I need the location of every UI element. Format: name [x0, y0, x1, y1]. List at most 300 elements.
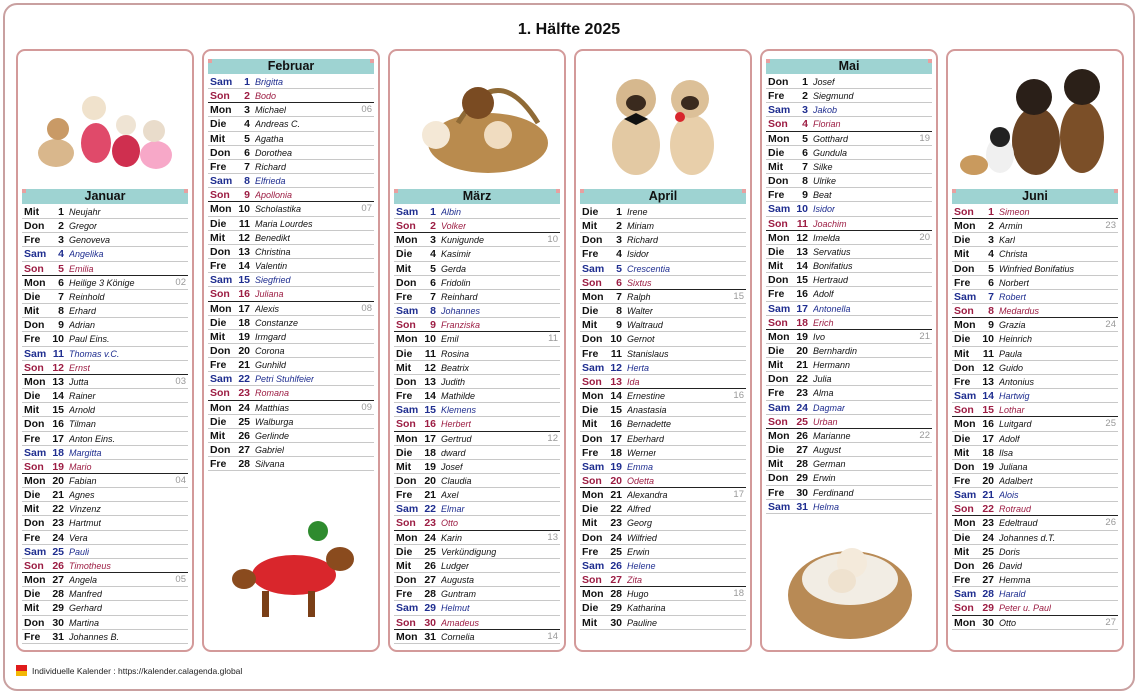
day-number: 15	[982, 404, 994, 417]
day-number: 15	[424, 404, 436, 417]
calendar-day-row	[208, 217, 374, 231]
weekday-label: Sam	[582, 262, 605, 275]
weekday-label: Son	[210, 189, 230, 202]
day-number: 2	[616, 220, 622, 233]
calendar-day-row	[22, 559, 188, 573]
day-number: 22	[796, 373, 808, 386]
weekday-label: Don	[396, 474, 417, 487]
day-number: 5	[988, 262, 994, 275]
name-day: Erhard	[69, 306, 97, 317]
weekday-label: Mon	[396, 630, 418, 643]
calendar-day-row	[952, 219, 1118, 233]
calendar-day-row	[952, 587, 1118, 601]
name-day: Gregor	[69, 221, 98, 232]
calendar-day-row	[952, 205, 1118, 219]
day-number: 23	[796, 387, 808, 400]
weekday-label: Son	[582, 375, 602, 388]
day-number: 18	[52, 446, 64, 459]
name-day: Antonius	[999, 376, 1035, 387]
week-number: 17	[733, 489, 744, 501]
day-number: 2	[988, 220, 994, 233]
name-day: Reinhold	[69, 291, 105, 302]
day-number: 8	[430, 305, 436, 318]
calendar-day-row	[394, 290, 560, 304]
day-number: 22	[982, 503, 994, 516]
name-day: Anton Eins.	[69, 433, 116, 444]
day-number: 24	[52, 531, 64, 544]
calendar-day-row	[952, 616, 1118, 630]
calendar-day-row	[766, 202, 932, 216]
name-day: Gernot	[627, 334, 655, 345]
weekday-label: Mon	[24, 574, 46, 587]
day-number: 28	[982, 588, 994, 601]
calendar-day-row	[394, 219, 560, 233]
calendar-day-row	[580, 545, 746, 559]
weekday-label: Die	[582, 404, 599, 417]
calendar-day-row	[766, 75, 932, 89]
calendar-day-row	[394, 304, 560, 318]
month-header: Februar	[208, 59, 374, 74]
calendar-day-row	[394, 403, 560, 417]
week-number: 12	[547, 432, 558, 444]
weekday-label: Fre	[210, 359, 227, 372]
name-day: Silke	[813, 161, 833, 172]
name-day: Servatius	[813, 246, 851, 257]
calendar-day-row	[580, 573, 746, 587]
name-day: Volker	[441, 221, 467, 232]
calendar-day-row	[952, 361, 1118, 375]
calendar-day-row	[580, 488, 746, 502]
day-number: 16	[610, 418, 622, 431]
name-day: August	[813, 445, 842, 456]
calendar-day-row	[766, 117, 932, 131]
weekday-label: Son	[768, 316, 788, 329]
name-day: Richard	[627, 235, 659, 246]
calendar-day-row	[580, 502, 746, 516]
weekday-label: Mon	[24, 375, 46, 388]
name-day: Katharina	[627, 603, 666, 614]
day-number: 4	[802, 118, 808, 131]
name-day: Helma	[813, 501, 840, 512]
calendar-day-row	[766, 174, 932, 188]
name-day: Bonifatius	[813, 261, 853, 272]
name-day: Otto	[441, 518, 459, 529]
name-day: Klemens	[441, 405, 477, 416]
calendar-day-row	[394, 276, 560, 290]
week-number: 16	[733, 390, 744, 402]
name-day: Timotheus	[69, 560, 111, 571]
weekday-label: Mon	[396, 432, 418, 445]
day-number: 14	[424, 390, 436, 403]
calendar-day-row	[952, 304, 1118, 318]
day-number: 14	[796, 260, 808, 273]
day-number: 29	[610, 602, 622, 615]
weekday-label: Die	[24, 390, 41, 403]
day-number: 6	[430, 276, 436, 289]
day-number: 17	[982, 432, 994, 445]
calendar-day-row	[394, 375, 560, 389]
name-day: Paul Eins.	[69, 334, 110, 345]
calendar-day-row	[22, 347, 188, 361]
weekday-label: Sam	[582, 361, 605, 374]
weekday-label: Mit	[768, 160, 784, 173]
name-day: Beat	[813, 190, 832, 201]
footer	[16, 665, 242, 676]
day-number: 19	[52, 460, 64, 473]
weekday-label: Don	[582, 333, 603, 346]
weekday-label: Fre	[768, 387, 785, 400]
calendar-day-row	[580, 403, 746, 417]
calendar-day-row	[580, 276, 746, 290]
name-day: Bernadette	[627, 419, 672, 430]
dogs-cat-guineapig-picture	[956, 57, 1114, 185]
day-number: 5	[58, 262, 64, 275]
calendar-day-row	[22, 219, 188, 233]
name-day: Hugo	[627, 589, 649, 600]
name-day: Juliana	[255, 289, 284, 300]
name-day: Luitgard	[999, 419, 1032, 430]
day-number: 25	[610, 545, 622, 558]
calendar-day-row	[952, 559, 1118, 573]
name-day: Alexis	[255, 303, 280, 314]
weekday-label: Die	[396, 545, 413, 558]
weekday-label: Die	[954, 432, 971, 445]
day-number: 4	[988, 248, 994, 261]
weekday-label: Don	[210, 146, 231, 159]
day-number: 10	[424, 333, 436, 346]
weekday-label: Mon	[210, 401, 232, 414]
name-day: Rotraud	[999, 504, 1032, 515]
name-day: Isidor	[813, 204, 836, 215]
day-number: 1	[988, 206, 994, 218]
weekday-label: Die	[954, 333, 971, 346]
name-day: Richard	[255, 161, 287, 172]
calendar-day-row	[394, 601, 560, 615]
weekday-label: Don	[954, 262, 975, 275]
name-day: Helmut	[441, 603, 470, 614]
name-day: Andreas C.	[255, 119, 301, 130]
name-day: Stanislaus	[627, 348, 669, 359]
day-number: 29	[796, 472, 808, 485]
weekday-label: Son	[768, 217, 788, 230]
name-day: Fridolin	[441, 277, 471, 288]
calendar-day-row	[394, 587, 560, 601]
name-day: Alma	[813, 388, 834, 399]
calendar-day-row	[766, 344, 932, 358]
day-number: 7	[616, 290, 622, 303]
name-day: Christina	[255, 246, 291, 257]
calendar-day-row	[766, 429, 932, 443]
calendar-day-row	[580, 474, 746, 488]
month-header: Juni	[952, 189, 1118, 204]
day-number: 27	[610, 574, 622, 587]
day-number: 19	[796, 330, 808, 343]
name-day: Emilia	[69, 263, 94, 274]
weekday-label: Sam	[396, 404, 419, 417]
calendar-day-row	[22, 205, 188, 219]
day-number: 21	[982, 489, 994, 502]
name-day: Urban	[813, 416, 838, 427]
day-number: 1	[58, 206, 64, 218]
name-day: Jutta	[69, 376, 89, 387]
calendar-day-row	[766, 273, 932, 287]
month-column-april	[574, 49, 752, 652]
weekday-label: Mon	[24, 474, 46, 487]
name-day: Hartwig	[999, 391, 1030, 402]
name-day: Gotthard	[813, 133, 849, 144]
month-header: Mai	[766, 59, 932, 74]
calendar-day-row	[394, 516, 560, 530]
calendar-day-row	[952, 474, 1118, 488]
calendar-day-row	[208, 103, 374, 117]
weekday-label: Die	[768, 146, 785, 159]
weekday-label: Mit	[396, 460, 412, 473]
day-number: 12	[52, 361, 64, 374]
name-day: Augusta	[441, 575, 475, 586]
calendar-day-row	[580, 601, 746, 615]
weekday-label: Don	[768, 274, 789, 287]
day-number: 29	[424, 602, 436, 615]
calendar-day-row	[766, 330, 932, 344]
day-number: 21	[796, 359, 808, 372]
weekday-label: Fre	[954, 574, 971, 587]
weekday-label: Sam	[24, 446, 47, 459]
name-day: Manfred	[69, 589, 103, 600]
name-day: Jakob	[813, 105, 838, 116]
weekday-label: Sam	[768, 401, 791, 414]
name-day: Silvana	[255, 459, 285, 470]
day-number: 6	[802, 146, 808, 159]
day-number: 16	[52, 418, 64, 431]
weekday-label: Sam	[210, 373, 233, 386]
name-day: Alois	[999, 490, 1019, 501]
day-number: 17	[610, 432, 622, 445]
day-number: 20	[52, 474, 64, 487]
weekday-label: Son	[954, 206, 974, 218]
name-day: Beatrix	[441, 362, 470, 373]
weekday-label: Mit	[954, 446, 970, 459]
week-number: 27	[1105, 616, 1116, 628]
name-day: Emma	[627, 461, 654, 472]
weekday-label: Mon	[396, 234, 418, 247]
day-number: 31	[52, 630, 64, 643]
day-number: 4	[244, 118, 250, 131]
day-number: 16	[796, 288, 808, 301]
weekday-label: Fre	[24, 333, 41, 346]
name-day: Josef	[813, 77, 835, 87]
weekday-label: Die	[768, 245, 785, 258]
day-number: 3	[802, 104, 808, 117]
name-day: Hartmut	[69, 518, 102, 529]
weekday-label: Die	[768, 344, 785, 357]
calendar-day-row	[22, 361, 188, 375]
month-days	[580, 205, 746, 630]
name-day: Georg	[627, 518, 653, 529]
calendar-day-row	[208, 132, 374, 146]
name-day: Vera	[69, 532, 88, 543]
name-day: Siegmund	[813, 91, 854, 102]
name-day: Hemma	[999, 575, 1031, 586]
weekday-label: Fre	[954, 474, 971, 487]
weekday-label: Son	[768, 118, 788, 131]
weekday-label: Don	[396, 574, 417, 587]
calendar-day-row	[208, 245, 374, 259]
weekday-label: Sam	[954, 489, 977, 502]
name-day: Ida	[627, 376, 640, 387]
page-title: 1. Hälfte 2025	[517, 21, 621, 38]
calendar-day-row	[394, 332, 560, 346]
calendar-day-row	[208, 146, 374, 160]
name-day: Eberhard	[627, 433, 665, 444]
calendar-day-row	[394, 247, 560, 261]
weekday-label: Mit	[210, 132, 226, 145]
name-day: Romana	[255, 388, 290, 399]
puppies-basket-picture	[398, 63, 556, 191]
calendar-day-row	[22, 417, 188, 431]
name-day: Cornelia	[441, 631, 475, 642]
day-number: 15	[610, 404, 622, 417]
day-number: 11	[982, 347, 994, 360]
weekday-label: Don	[768, 175, 789, 188]
weekday-label: Mon	[582, 489, 604, 502]
day-number: 11	[238, 217, 250, 230]
name-day: Ivo	[813, 331, 826, 342]
weekday-label: Son	[954, 602, 974, 615]
weekday-label: Son	[954, 305, 974, 318]
day-number: 20	[424, 474, 436, 487]
pugs-picture	[584, 63, 742, 191]
weekday-label: Mon	[954, 418, 976, 431]
name-day: Gerhard	[69, 603, 103, 614]
calendar-day-row	[766, 358, 932, 372]
name-day: Rainer	[69, 391, 96, 402]
weekday-label: Mit	[954, 545, 970, 558]
calendar-day-row	[22, 432, 188, 446]
name-day: Ernestine	[627, 391, 666, 402]
calendar-day-row	[22, 474, 188, 488]
calendar-day-row	[22, 375, 188, 389]
calagenda-logo-icon	[16, 665, 27, 676]
name-day: Karl	[999, 235, 1016, 246]
calendar-day-row	[394, 446, 560, 460]
name-day: Reinhard	[441, 291, 478, 302]
weekday-label: Die	[396, 446, 413, 459]
name-day: Christa	[999, 249, 1028, 260]
weekday-label: Mit	[582, 616, 598, 629]
calendar-day-row	[766, 316, 932, 330]
name-day: Kasimir	[441, 249, 472, 260]
day-number: 18	[238, 316, 250, 329]
calendar-day-row	[952, 233, 1118, 247]
weekday-label: Son	[24, 460, 44, 473]
day-number: 28	[796, 458, 808, 471]
name-day: Bodo	[255, 91, 277, 102]
name-day: Vinzenz	[69, 504, 101, 515]
calendar-day-row	[952, 601, 1118, 615]
weekday-label: Fre	[768, 90, 785, 103]
calendar-day-row	[580, 318, 746, 332]
day-number: 15	[238, 274, 250, 287]
name-day: Dorothea	[255, 147, 293, 158]
day-number: 30	[424, 616, 436, 629]
calendar-day-row	[394, 432, 560, 446]
calendar-day-row	[394, 545, 560, 559]
name-day: Siegfried	[255, 275, 291, 286]
day-number: 10	[238, 203, 250, 216]
calendar-day-row	[208, 273, 374, 287]
name-day: Claudia	[441, 475, 472, 486]
name-day: Otto	[999, 617, 1017, 628]
calendar-day-row	[766, 471, 932, 485]
calendar-day-row	[394, 616, 560, 630]
weekday-label: Fre	[396, 290, 413, 303]
name-day: Constanze	[255, 317, 299, 328]
name-day: Simeon	[999, 207, 1030, 217]
calendar-day-row	[208, 316, 374, 330]
day-number: 10	[52, 333, 64, 346]
calendar-day-row	[208, 89, 374, 103]
calendar-day-row	[394, 417, 560, 431]
weekday-label: Fre	[24, 234, 41, 247]
name-day: German	[813, 459, 846, 470]
weekday-label: Die	[210, 316, 227, 329]
day-number: 9	[58, 319, 64, 332]
day-number: 20	[796, 344, 808, 357]
name-day: Walburga	[255, 416, 294, 427]
weekday-label: Sam	[210, 274, 233, 287]
day-number: 31	[796, 500, 808, 513]
day-number: 30	[52, 616, 64, 629]
week-number: 15	[733, 290, 744, 302]
name-day: Grazia	[999, 320, 1026, 331]
day-number: 16	[424, 418, 436, 431]
calendar-day-row	[394, 630, 560, 644]
day-number: 19	[610, 460, 622, 473]
calendar-day-row	[394, 474, 560, 488]
puppy-basket-picture	[770, 519, 928, 647]
weekday-label: Mit	[396, 361, 412, 374]
calendar-day-row	[766, 89, 932, 103]
calendar-day-row	[580, 432, 746, 446]
weekday-label: Mit	[24, 305, 40, 318]
name-day: Herbert	[441, 419, 472, 430]
weekday-label: Son	[396, 319, 416, 332]
calendar-day-row	[952, 417, 1118, 431]
day-number: 5	[430, 262, 436, 275]
weekday-label: Mit	[210, 429, 226, 442]
day-number: 6	[988, 276, 994, 289]
name-day: Scholastika	[255, 204, 302, 215]
weekday-label: Fre	[768, 486, 785, 499]
calendar-day-row	[952, 545, 1118, 559]
day-number: 16	[238, 288, 250, 301]
name-day: Petri Stuhlfeier	[255, 374, 315, 385]
calendar-day-row	[952, 332, 1118, 346]
weekday-label: Sam	[768, 203, 791, 216]
weekday-label: Mit	[582, 418, 598, 431]
day-number: 25	[982, 545, 994, 558]
calendar-day-row	[22, 389, 188, 403]
name-day: Helene	[627, 560, 656, 571]
calendar-day-row	[394, 460, 560, 474]
footer-text: Individuelle Kalender : https://kalender.calagenda.global	[32, 665, 243, 676]
name-day: Judith	[441, 376, 466, 387]
name-day: Arnold	[69, 405, 96, 416]
weekday-label: Sam	[24, 545, 47, 558]
weekday-label: Die	[210, 415, 227, 428]
weekday-label: Son	[582, 276, 602, 289]
name-day: Julia	[813, 374, 832, 385]
